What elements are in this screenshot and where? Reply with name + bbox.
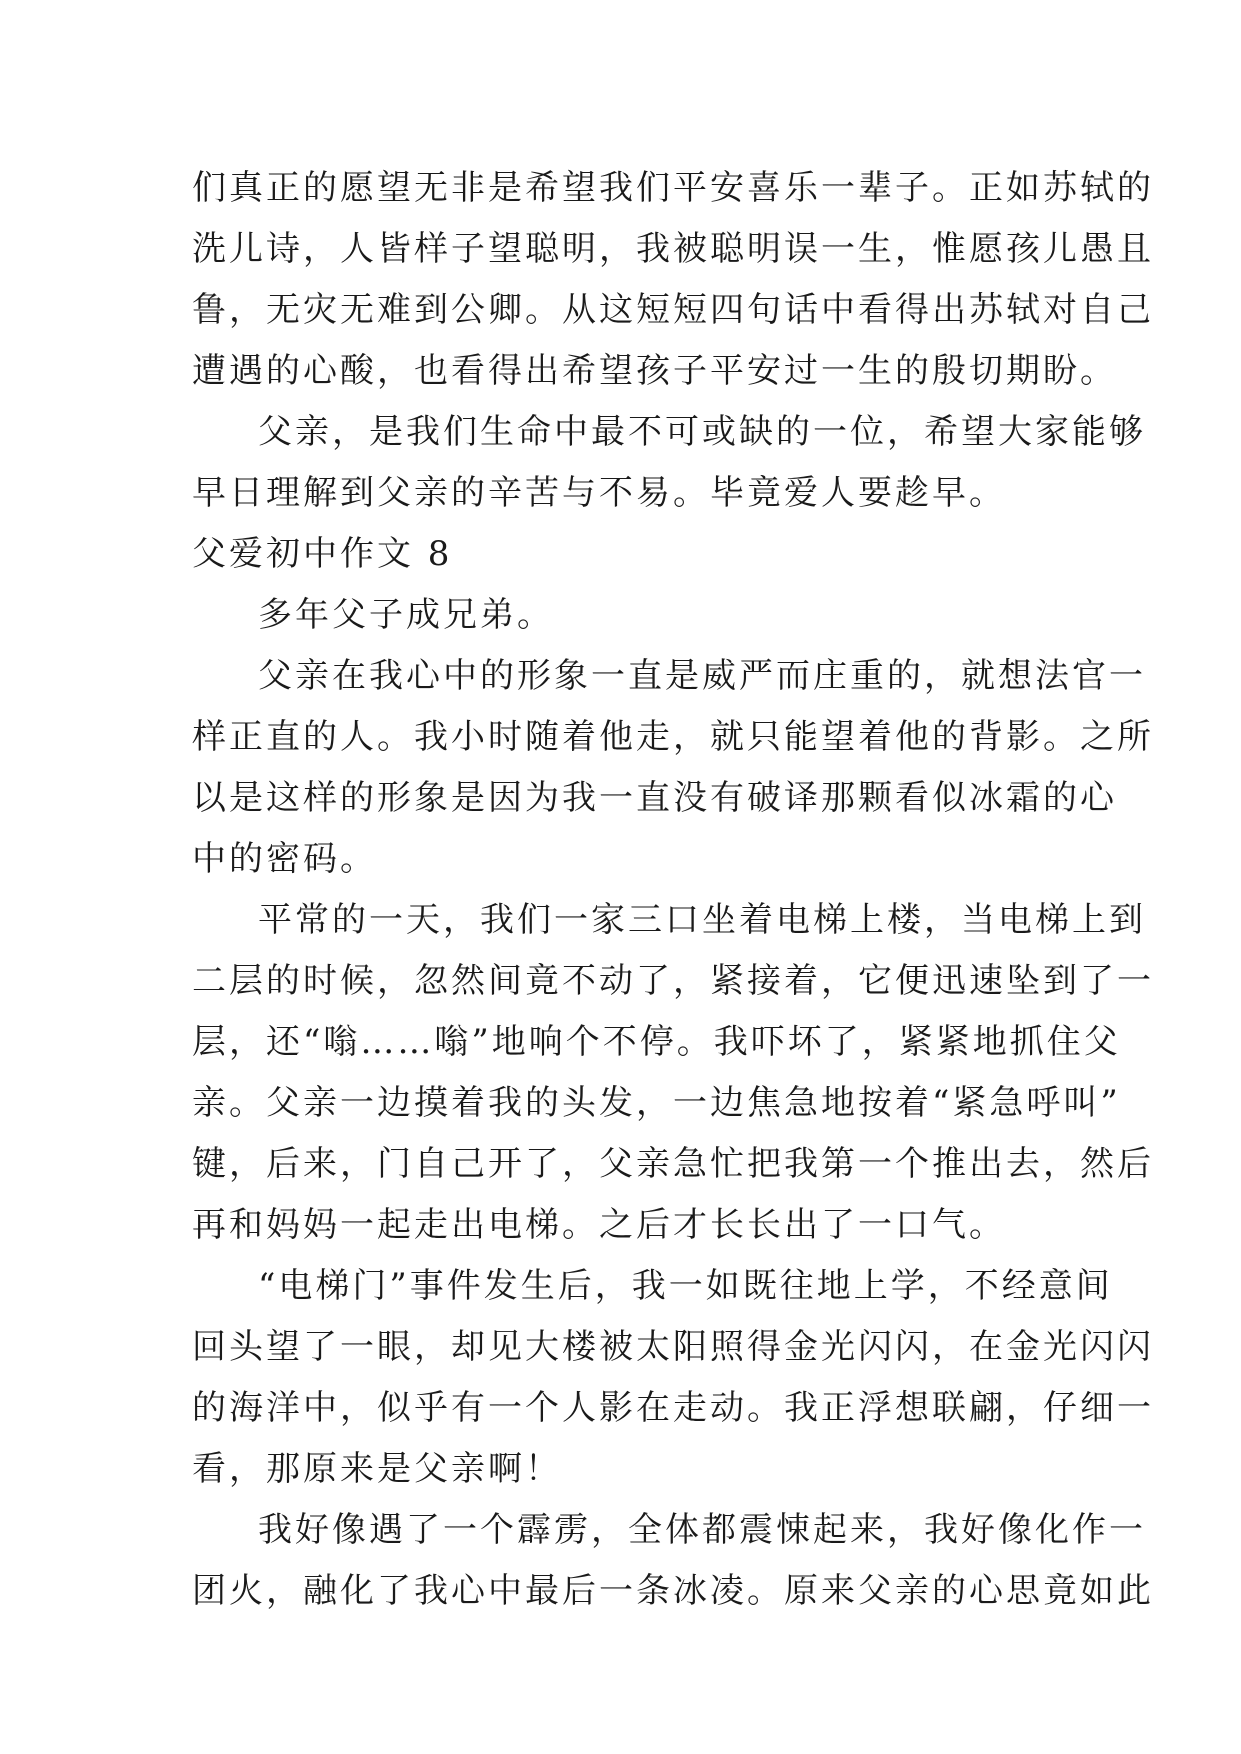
text-line: 鲁，无灾无难到公卿。从这短短四句话中看得出苏轼对自己: [192, 290, 1154, 330]
text-line: 团火，融化了我心中最后一条冰凌。原来父亲的心思竟如此: [192, 1571, 1154, 1611]
heading-text: 父爱初中作文 8: [192, 534, 453, 574]
paragraph: [192, 646, 1154, 890]
paragraph: [192, 158, 1154, 402]
paragraph: [192, 890, 1154, 1256]
text-line: 亲。父亲一边摸着我的头发，一边焦急地按着“紧急呼叫”: [192, 1083, 1121, 1123]
paragraph: [192, 1256, 1154, 1500]
text-line: 我好像遇了一个霹雳，全体都震悚起来，我好像化作一: [258, 1510, 1146, 1550]
text-line: 二层的时候，忽然间竟不动了，紧接着，它便迅速坠到了一: [192, 961, 1154, 1001]
text-line: 层，还“嗡……嗡”地响个不停。我吓坏了，紧紧地抓住父: [192, 1022, 1121, 1062]
text-line: 遭遇的心酸，也看得出希望孩子平安过一生的殷切期盼。: [192, 351, 1117, 391]
text-line: 平常的一天，我们一家三口坐着电梯上楼，当电梯上到: [258, 900, 1146, 940]
text-line: 们真正的愿望无非是希望我们平安喜乐一辈子。正如苏轼的: [192, 168, 1154, 208]
text-line: 回头望了一眼，却见大楼被太阳照得金光闪闪，在金光闪闪: [192, 1327, 1154, 1367]
text-line: 的海洋中，似乎有一个人影在走动。我正浮想联翩，仔细一: [192, 1388, 1154, 1428]
paragraph: [192, 1500, 1154, 1622]
text-line: 键，后来，门自己开了，父亲急忙把我第一个推出去，然后: [192, 1144, 1154, 1184]
text-line: 以是这样的形象是因为我一直没有破译那颗看似冰霜的心: [192, 778, 1117, 818]
text-line: 样正直的人。我小时随着他走，就只能望着他的背影。之所: [192, 717, 1154, 757]
text-line: 早日理解到父亲的辛苦与不易。毕竟爱人要趁早。: [192, 473, 1006, 513]
text-line: 看，那原来是父亲啊！: [192, 1449, 562, 1489]
text-line: 多年父子成兄弟。: [258, 595, 554, 635]
document-body: [192, 158, 1154, 1622]
text-line: 再和妈妈一起走出电梯。之后才长长出了一口气。: [192, 1205, 1006, 1245]
text-line: 洗儿诗，人皆样子望聪明，我被聪明误一生，惟愿孩儿愚且: [192, 229, 1154, 269]
paragraph: [192, 402, 1146, 524]
text-line: 父亲在我心中的形象一直是威严而庄重的，就想法官一: [258, 656, 1146, 696]
text-line: “电梯门”事件发生后，我一如既往地上学，不经意间: [258, 1266, 1113, 1306]
text-line: 中的密码。: [192, 839, 377, 879]
paragraph: [192, 585, 1062, 646]
section-heading: [192, 524, 1062, 585]
text-line: 父亲，是我们生命中最不可或缺的一位，希望大家能够: [258, 412, 1146, 452]
